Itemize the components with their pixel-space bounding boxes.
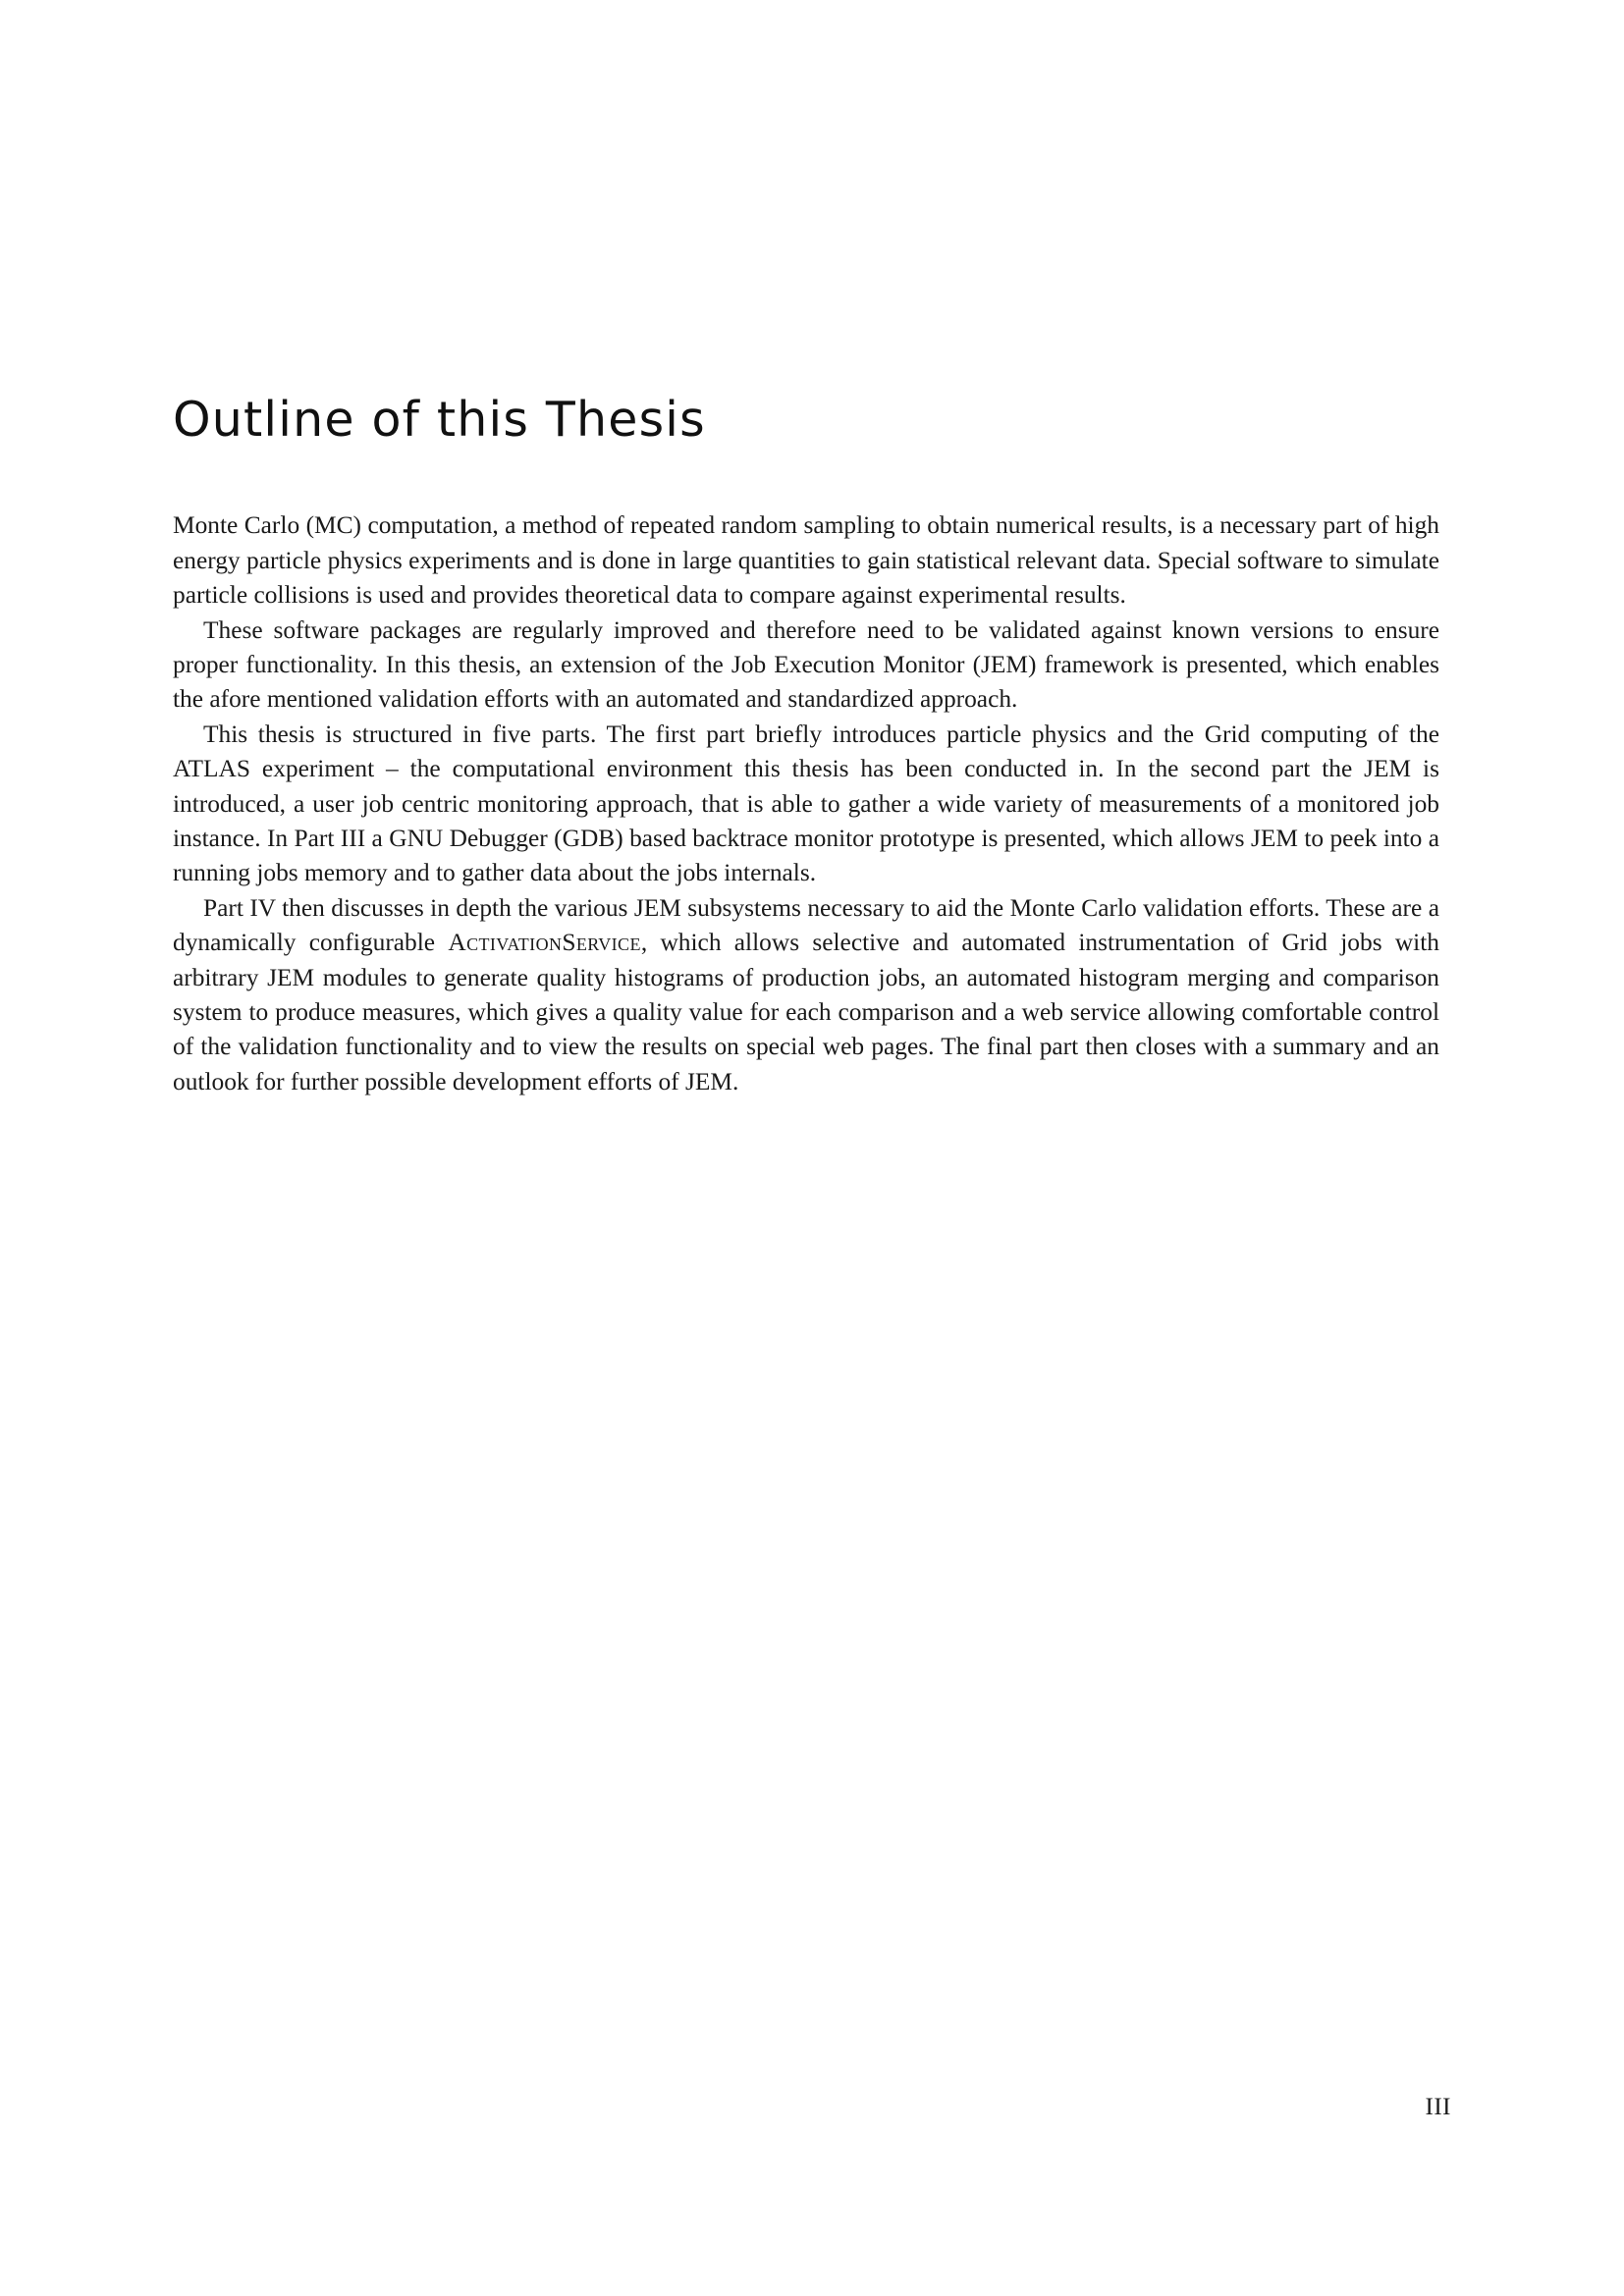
body-text: [173, 508, 1439, 1099]
activation-service-term: ActivationService: [448, 929, 641, 957]
paragraph-2: These software packages are regularly improved and therefore need to be validated against known versions to ensure proper functionality. In this thesis, an extension of the Job Execution Monitor (JEM) framework is presented, which enables the afore mentioned validation efforts with an automated and standardized approach.: [173, 615, 1439, 714]
paragraph-3: This thesis is structured in five parts. The first part briefly introduces particle physics and the Grid computing of the ATLAS experiment – the computational environment this thesis has been conducted in. In the second part the JEM is introduced, a user job centric monitoring approach, that is able to gather a wide variety of measurements of a monitored job instance. In Part III a GNU Debugger (GDB) based backtrace monitor prototype is presented, which allows JEM to peek into a running jobs memory and to gather data about the jobs internals.: [173, 720, 1439, 887]
paragraph-4: [173, 891, 1439, 1099]
page-number: III: [1425, 2094, 1451, 2120]
paragraph-4-part-b: , which allows selective and automated instrumentation of Grid jobs with arbitrary JEM modules to generate quality histograms of production jobs, an automated histogram merging and comparison system to produce measures, which gives a quality value for each comparison and a web service allowing comfortable control of the validation functionality and to view the results on special web pages. The final part then closes with a summary and an outlook for further possible development efforts of JEM.: [173, 929, 1439, 1095]
page-content: [173, 393, 1439, 1099]
paragraph-4-part-a: Part IV then discusses in depth the various JEM subsystems necessary to aid the Monte Carlo validation efforts. These are a dynamically configurable: [173, 893, 1439, 957]
paragraph-1: Monte Carlo (MC) computation, a method of repeated random sampling to obtain numerical results, is a necessary part of high energy particle physics experiments and is done in large quantities to gain statistical relevant data. Special software to simulate particle collisions is used and provides theoretical data to compare against experimental results.: [173, 511, 1439, 610]
page-title: Outline of this Thesis: [173, 392, 706, 448]
